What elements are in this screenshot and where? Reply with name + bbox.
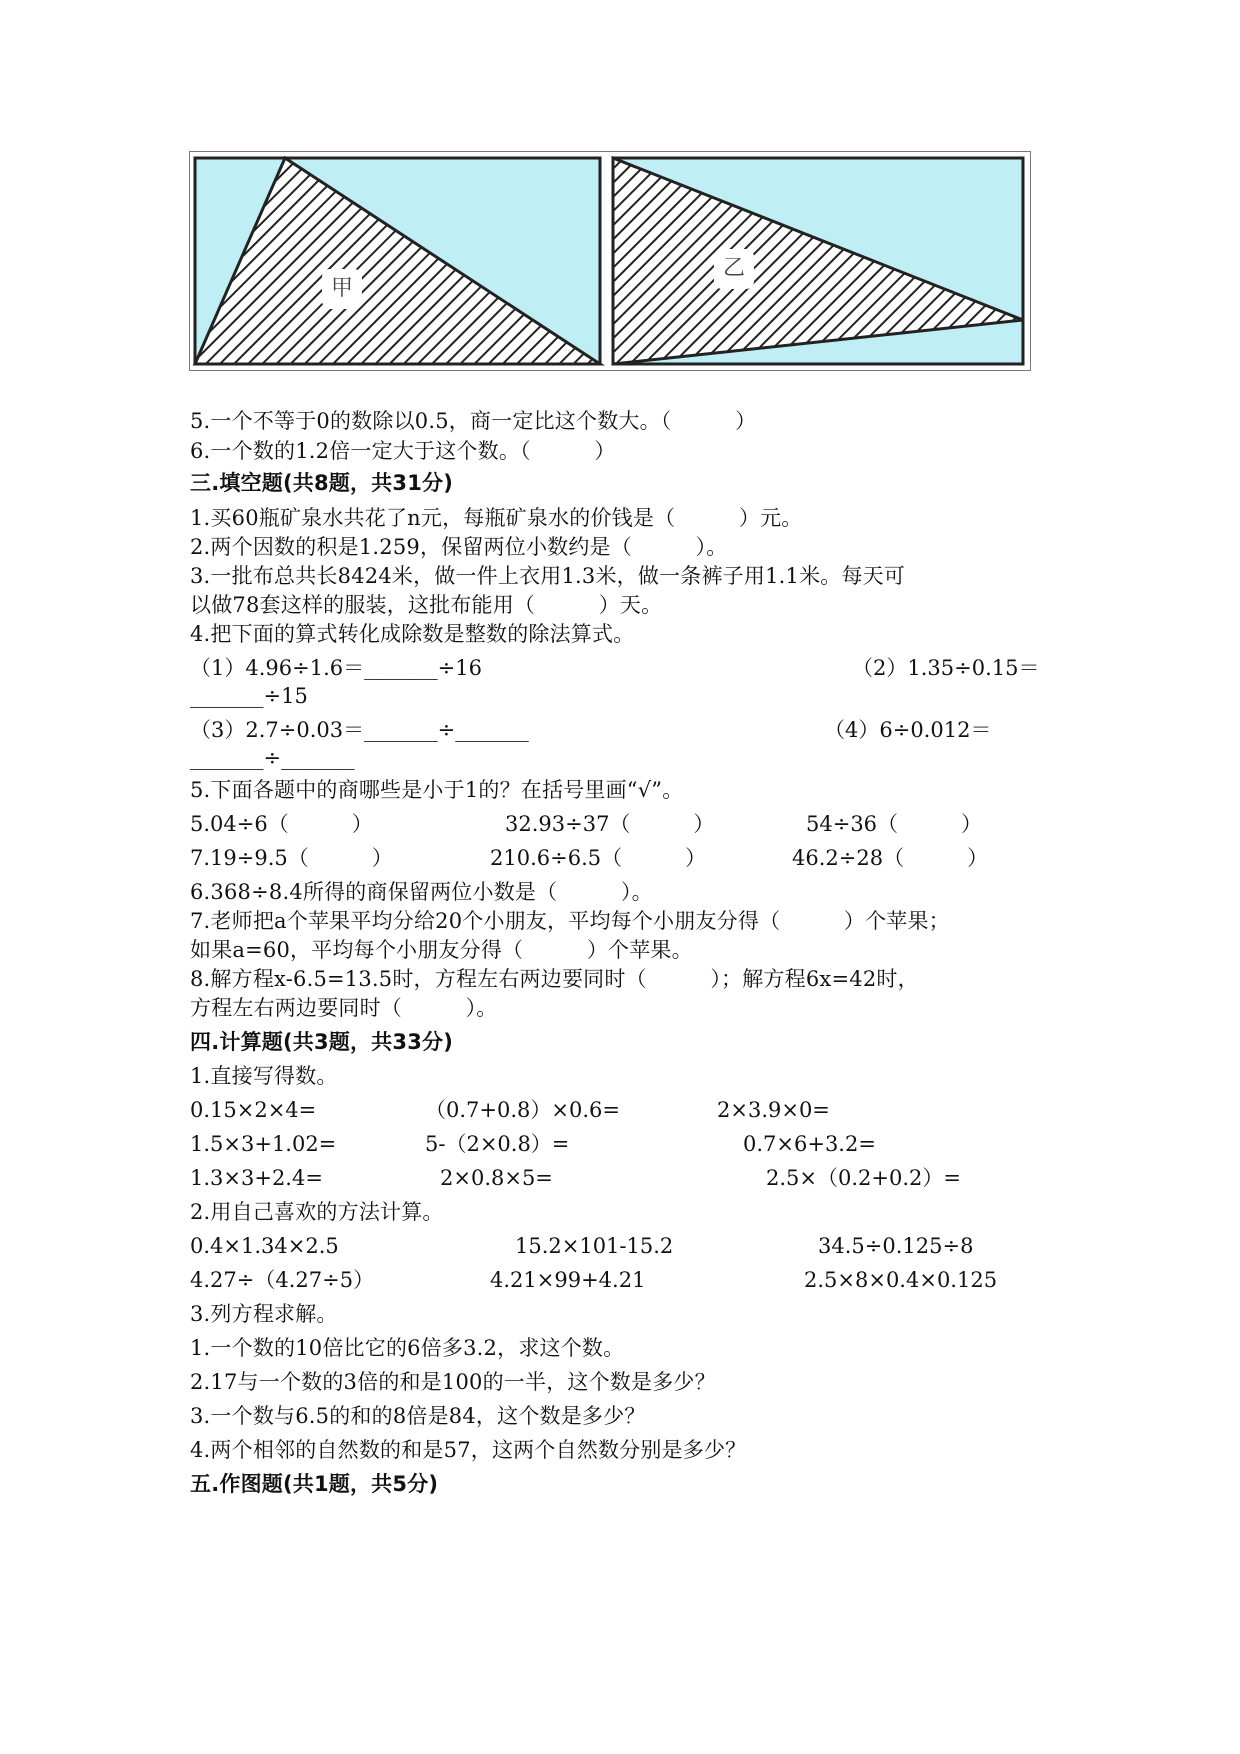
s3-q2: 2.两个因数的积是1.259，保留两位小数约是（ ）。 (190, 535, 728, 559)
s4-q2-item: 0.4×1.34×2.5 (190, 1234, 339, 1258)
s4-q1-item: 2×3.9×0= (717, 1098, 830, 1122)
s4-q3-item: 3.一个数与6.5的和的8倍是84，这个数是多少？ (190, 1404, 646, 1428)
s4-q2-item: 4.27÷（4.27÷5） (190, 1268, 375, 1292)
s3-q4: 4.把下面的算式转化成除数是整数的除法算式。 (190, 622, 635, 646)
s3-q4-4a: （4）6÷0.012＝ (824, 718, 992, 742)
s3-q5-item: 54÷36（ ） (806, 812, 983, 836)
s3-q5-item: 7.19÷9.5（ ） (190, 846, 393, 870)
s3-q5-item: 32.93÷37（ ） (505, 812, 715, 836)
s3-q5: 5.下面各题中的商哪些是小于1的？在括号里画“√”。 (190, 778, 684, 802)
label-jia: 甲 (322, 269, 362, 309)
s4-q1-item: 0.7×6+3.2= (743, 1132, 876, 1156)
s3-q5-item: 210.6÷6.5（ ） (490, 846, 707, 870)
s3-q4-2b: _______÷15 (190, 684, 308, 708)
triangle-diagram (190, 152, 1030, 370)
s4-q1-item: 1.5×3+1.02= (190, 1132, 337, 1156)
label-yi: 乙 (714, 249, 754, 289)
s3-q3b: 以做78套这样的服装，这批布能用（ ）天。 (190, 593, 663, 617)
s4-q1: 1.直接写得数。 (190, 1064, 338, 1088)
judge-q5: 5.一个不等于0的数除以0.5，商一定比这个数大。（ ） (190, 409, 757, 433)
s4-q1-item: 1.3×3+2.4= (190, 1166, 323, 1190)
judge-q6: 6.一个数的1.2倍一定大于这个数。（ ） (190, 439, 616, 463)
section5-title: 五.作图题(共1题，共5分) (190, 1472, 439, 1496)
s4-q2: 2.用自己喜欢的方法计算。 (190, 1200, 444, 1224)
s4-q1-item: 2.5×（0.2+0.2）= (766, 1166, 961, 1190)
s4-q1-item: 5-（2×0.8）= (425, 1132, 570, 1156)
s4-q1-item: 0.15×2×4= (190, 1098, 317, 1122)
s3-q4-2a: （2）1.35÷0.15＝ (852, 656, 1040, 680)
s4-q1-item: 2×0.8×5= (440, 1166, 553, 1190)
s3-q1: 1.买60瓶矿泉水共花了n元，每瓶矿泉水的价钱是（ ）元。 (190, 506, 803, 530)
s3-q5-item: 46.2÷28（ ） (792, 846, 989, 870)
s4-q2-item: 2.5×8×0.4×0.125 (804, 1268, 998, 1292)
s3-q4-1: （1）4.96÷1.6＝_______÷16 (190, 656, 482, 680)
s4-q3-item: 4.两个相邻的自然数的和是57，这两个自然数分别是多少？ (190, 1438, 747, 1462)
s4-q2-item: 34.5÷0.125÷8 (818, 1234, 974, 1258)
triangle-figure (189, 151, 1031, 371)
s4-q2-item: 4.21×99+4.21 (490, 1268, 646, 1292)
s4-q2-item: 15.2×101-15.2 (515, 1234, 674, 1258)
s3-q8a: 8.解方程x-6.5=13.5时，方程左右两边要同时（ ）；解方程6x=42时， (190, 967, 919, 991)
s3-q7b: 如果a=60，平均每个小朋友分得（ ）个苹果。 (190, 938, 693, 962)
s4-q3-item: 2.17与一个数的3倍的和是100的一半，这个数是多少？ (190, 1370, 716, 1394)
s3-q4-3: （3）2.7÷0.03＝_______÷_______ (190, 718, 529, 742)
s4-q3: 3.列方程求解。 (190, 1302, 338, 1326)
s4-q1-item: （0.7+0.8）×0.6= (425, 1098, 620, 1122)
section3-title: 三.填空题(共8题，共31分) (190, 471, 454, 495)
s3-q4-4b: _______÷_______ (190, 746, 355, 770)
s3-q7a: 7.老师把a个苹果平均分给20个小朋友，平均每个小朋友分得（ ）个苹果； (190, 909, 950, 933)
s3-q8b: 方程左右两边要同时（ ）。 (190, 996, 498, 1020)
section4-title: 四.计算题(共3题，共33分) (190, 1030, 454, 1054)
s3-q5-item: 5.04÷6（ ） (190, 812, 373, 836)
s3-q6: 6.368÷8.4所得的商保留两位小数是（ ）。 (190, 880, 653, 904)
s4-q3-item: 1.一个数的10倍比它的6倍多3.2，求这个数。 (190, 1336, 625, 1360)
s3-q3a: 3.一批布总共长8424米，做一件上衣用1.3米，做一条裤子用1.1米。每天可 (190, 564, 906, 588)
